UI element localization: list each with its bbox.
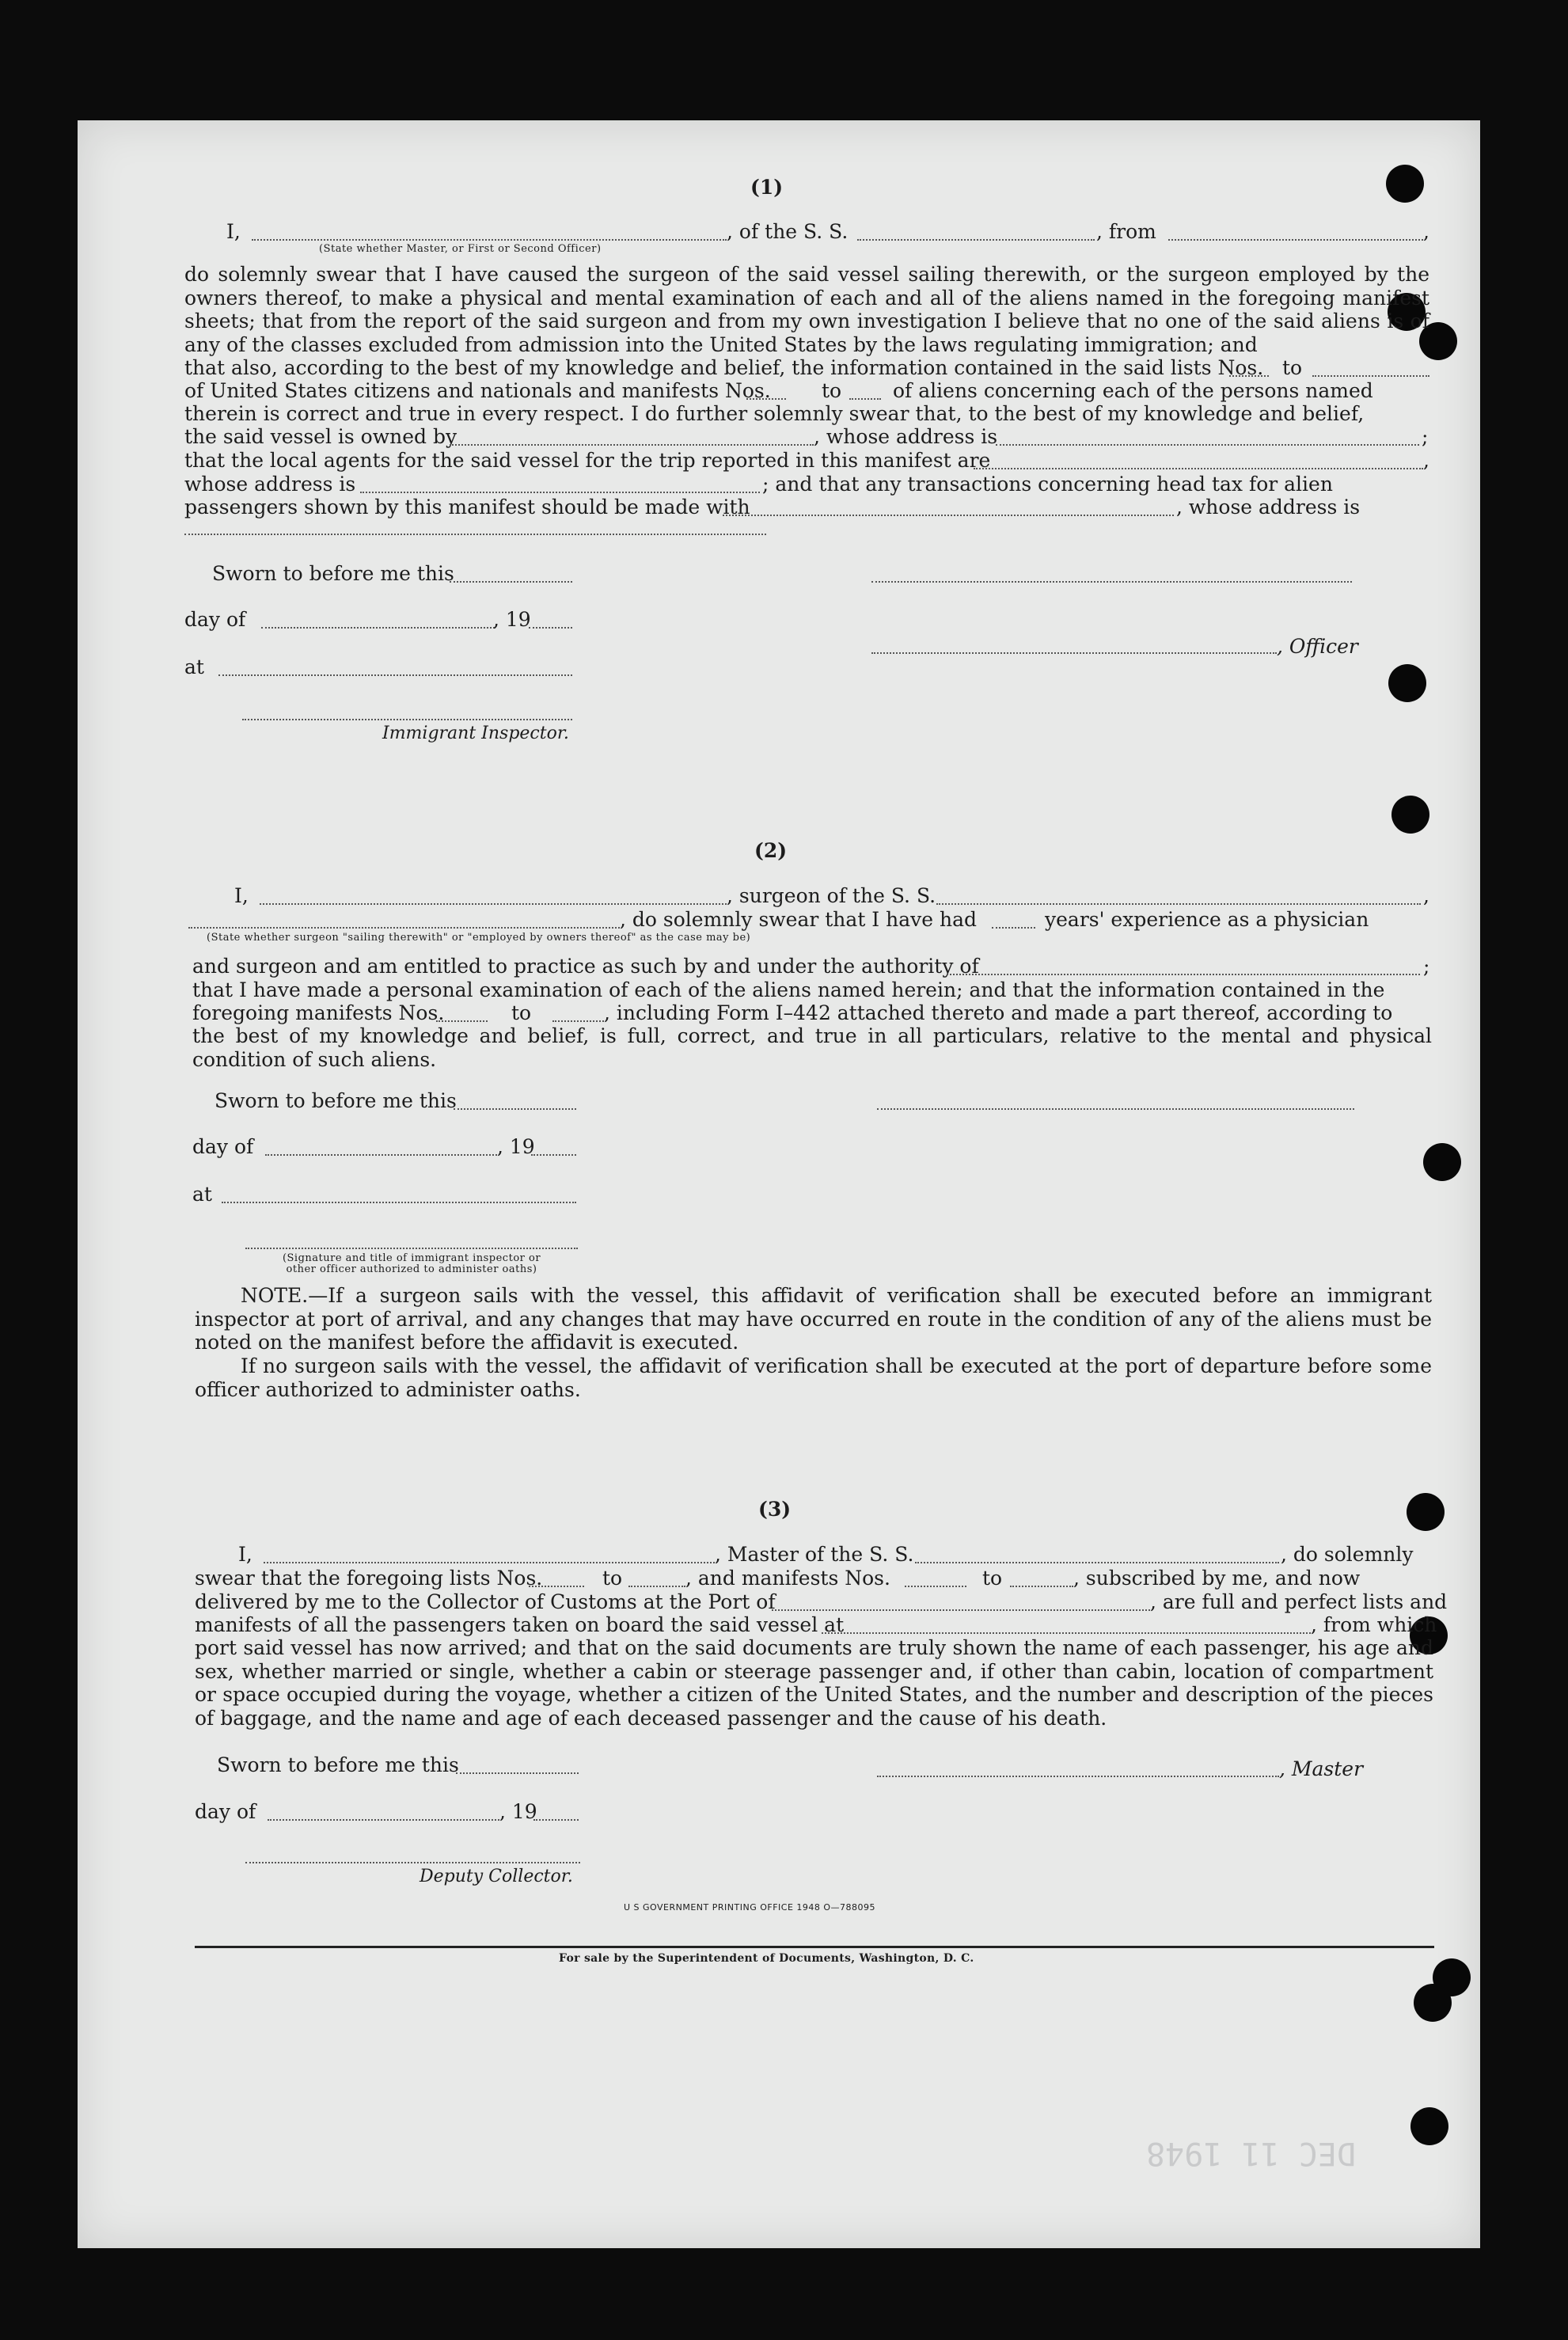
s1-to-1: to <box>1282 356 1303 379</box>
s2-manifests-from-line <box>436 1020 488 1022</box>
s2-including: , including Form I–442 attached thereto and made a part thereof, according to <box>604 1001 1393 1024</box>
s2-ss-line <box>936 903 1421 905</box>
s3-to-2: to <box>982 1567 1003 1590</box>
s2-surgeon-of: , surgeon of the S. S. <box>727 884 936 907</box>
s2-sworn-line <box>454 1108 576 1110</box>
s3-collector-caption: Deputy Collector. <box>420 1867 573 1886</box>
s3-from-which: , from which <box>1311 1613 1437 1636</box>
s1-local-agents: that the local agents for the said vessel for the trip reported in this manifest are <box>184 449 991 472</box>
bleed-through-stamp: DEC 11 1948 <box>1146 2135 1356 2171</box>
s3-sworn: Sworn to before me this <box>217 1753 459 1776</box>
s2-surgeon-signature-line <box>877 1108 1354 1110</box>
s1-owned-by: the said vessel is owned by <box>184 425 457 448</box>
s1-owner-address-line <box>996 444 1419 446</box>
s1-semicolon: ; <box>1422 425 1429 448</box>
s2-year-line <box>531 1154 576 1156</box>
s3-collector-line <box>245 1862 580 1863</box>
s3-to-1: to <box>602 1567 623 1590</box>
s1-body-a: do solemnly swear that I have caused the surgeon of the said vessel sailing therewith, or the surgeon employed by the owners thereof, to make a physical and mental examination of each and all of the aliens named in the foregoing manifest sheets; that from the report of the said surgeon and from my own investigation I believe that no one of the said aliens is of any of the classes excluded from admission into the United States by the laws regulating immigration; and <box>184 263 1429 356</box>
s2-authority: and surgeon and am entitled to practice as such by and under the authority of <box>192 955 979 978</box>
s3-day-of: day of <box>195 1800 256 1823</box>
s1-head-tax-address-line <box>184 534 766 535</box>
s1-of-ss: , of the S. S. <box>727 220 849 243</box>
s3-and-manifests: , and manifests Nos. <box>685 1567 890 1590</box>
s1-officer-line <box>252 239 727 241</box>
s1-lists-to-line <box>1312 375 1429 377</box>
s2-surgeon-hint: (State whether surgeon "sailing therewith" or "employed by owners thereof" as the case may be) <box>207 932 751 944</box>
printing-office-imprint: U S GOVERNMENT PRINTING OFFICE 1948 O—788095 <box>624 1902 876 1913</box>
s3-year-line <box>533 1819 579 1821</box>
s1-officer-signature-line <box>871 581 1352 583</box>
punch-hole <box>1391 796 1429 834</box>
s3-swear-lists: swear that the foregoing lists Nos. <box>195 1567 543 1590</box>
s1-manifests-from-line <box>746 398 786 400</box>
s2-semicolon: ; <box>1423 955 1430 978</box>
s2-body-b: the best of my knowledge and belief, is full, correct, and true in all particulars, relative to the mental and physical condition of such aliens. <box>192 1024 1432 1071</box>
s1-nineteen: , 19 <box>493 608 531 631</box>
section-3-number: (3) <box>758 1498 792 1521</box>
s2-years-line <box>992 927 1035 929</box>
s1-head-tax-line <box>723 515 1174 516</box>
s3-port-line <box>772 1609 1150 1611</box>
s1-i: I, <box>226 220 241 243</box>
s2-sig-hint-1: (Signature and title of immigrant inspector or <box>282 1252 541 1264</box>
s2-note-1: NOTE.—If a surgeon sails with the vessel, this affidavit of verification shall be executed before an immigrant inspector at port of arrival, and any changes that may have occurred en route in the condition of any of the aliens must be noted on the manifest before the affidavit is executed. <box>195 1284 1432 1354</box>
s1-to-2: to <box>822 379 842 402</box>
punch-hole <box>1423 1143 1461 1181</box>
s1-officer-caption: , Officer <box>1277 635 1358 658</box>
s2-nineteen: , 19 <box>497 1135 535 1158</box>
s1-passengers: passengers shown by this manifest should be made with <box>184 496 750 519</box>
s1-at: at <box>184 655 204 678</box>
s1-comma-2: , <box>1423 449 1429 472</box>
s1-day-line <box>261 627 495 629</box>
s1-officer-hint: (State whether Master, or First or Second Officer) <box>319 243 602 255</box>
s1-body-d: therein is correct and true in every respect. I do further solemnly swear that, to the best of my knowledge and belief, <box>184 402 1365 425</box>
manifest-affidavit-sheet <box>78 120 1480 2248</box>
section-2-number: (2) <box>754 839 788 862</box>
s3-delivered: delivered by me to the Collector of Customs at the Port of <box>195 1590 776 1613</box>
s2-day-line <box>265 1154 497 1156</box>
s1-lists-from-line <box>1229 375 1269 377</box>
s3-ss-line <box>915 1562 1279 1563</box>
s3-master-signature-line <box>877 1776 1279 1777</box>
s3-master-caption: , Master <box>1279 1757 1364 1780</box>
punch-hole <box>1414 1984 1452 2022</box>
s2-i: I, <box>234 884 249 907</box>
s2-manifests-to-line <box>552 1020 604 1022</box>
s1-whose-address-2: whose address is <box>184 473 356 496</box>
s1-officer-name-line <box>871 652 1277 654</box>
s1-body-c1: of United States citizens and nationals and manifests Nos. <box>184 379 771 402</box>
s1-sworn-line <box>450 581 572 583</box>
s2-inspector-line <box>245 1248 578 1249</box>
s3-subscribed: , subscribed by me, and now <box>1073 1567 1361 1590</box>
s3-nineteen: , 19 <box>499 1800 537 1823</box>
s1-at-line <box>218 674 572 676</box>
s1-manifests-to-line <box>849 398 881 400</box>
s2-comma: , <box>1423 884 1429 907</box>
s3-vessel-at-line <box>822 1632 1311 1634</box>
sale-notice: For sale by the Superintendent of Documents, Washington, D. C. <box>559 1952 974 1965</box>
s3-manifests-all: manifests of all the passengers taken on board the said vessel at <box>195 1613 845 1636</box>
s2-note-2: If no surgeon sails with the vessel, the affidavit of verification shall be executed at the port of departure before some officer authorized to administer oaths. <box>195 1354 1432 1401</box>
s3-i: I, <box>238 1543 252 1566</box>
s3-master-name-line <box>264 1562 715 1563</box>
s1-inspector-line <box>242 719 572 720</box>
punch-hole <box>1388 664 1426 702</box>
s2-body-a: that I have made a personal examination of each of the aliens named herein; and that the information contained in the <box>192 978 1385 1001</box>
s1-inspector-caption: Immigrant Inspector. <box>382 724 569 743</box>
punch-hole <box>1410 2107 1448 2145</box>
s3-body: port said vessel has now arrived; and that on the said documents are truly shown the name of each passenger, his age and sex, whether married or single, whether a cabin or steerage passenger and, if other than cabin, location of compartment or space occupied during the voyage, whether a citizen of the United States, and the number and description of the pieces of baggage, and the name and age of each deceased passenger and the cause of his death. <box>195 1636 1433 1730</box>
punch-hole <box>1386 165 1424 203</box>
s3-manifests-from-line <box>905 1586 966 1587</box>
s2-at-line <box>222 1202 576 1203</box>
s3-lists-from-line <box>529 1586 584 1587</box>
section-1-number: (1) <box>750 176 784 199</box>
s2-years: years' experience as a physician <box>1045 908 1369 931</box>
s1-from: , from <box>1096 220 1156 243</box>
s2-day-of: day of <box>192 1135 254 1158</box>
s1-whose-address-3: , whose address is <box>1176 496 1361 519</box>
s1-ss-line <box>857 239 1095 241</box>
s2-surgeon-name-line <box>260 903 727 905</box>
s2-surgeon-type-line <box>188 927 620 929</box>
s2-at: at <box>192 1183 212 1206</box>
s3-do-solemnly: , do solemnly <box>1281 1543 1414 1566</box>
s1-year-line <box>529 627 572 629</box>
s3-lists-to-line <box>628 1586 685 1587</box>
s3-full-lists: , are full and perfect lists and <box>1150 1590 1448 1613</box>
s1-comma: , <box>1423 220 1429 243</box>
s2-authority-line <box>947 974 1420 975</box>
s1-whose-address: , whose address is <box>814 425 998 448</box>
s1-body-c2: of aliens concerning each of the persons named <box>893 379 1373 402</box>
s2-sig-hint-2: other officer authorized to administer oaths) <box>286 1263 537 1275</box>
s2-do-swear: , do solemnly swear that I have had <box>620 908 978 931</box>
s3-day-line <box>268 1819 499 1821</box>
s1-agents-line <box>974 468 1423 469</box>
s1-sworn: Sworn to before me this <box>212 562 454 585</box>
s1-owner-line <box>450 444 814 446</box>
footer-rule <box>195 1946 1434 1948</box>
s1-day-of: day of <box>184 608 246 631</box>
punch-hole <box>1407 1493 1445 1531</box>
s1-body-b1: that also, according to the best of my knowledge and belief, the information contained in the said lists Nos. <box>184 356 1264 379</box>
s2-sworn: Sworn to before me this <box>215 1089 457 1112</box>
s3-manifests-to-line <box>1010 1586 1073 1587</box>
s3-master-of: , Master of the S. S. <box>715 1543 914 1566</box>
s1-agents-address-line <box>360 492 760 493</box>
s2-manifests-nos: foregoing manifests Nos. <box>192 1001 445 1024</box>
s2-to: to <box>511 1001 532 1024</box>
s3-sworn-line <box>456 1772 579 1774</box>
s1-head-tax: ; and that any transactions concerning head tax for alien <box>762 473 1333 496</box>
s1-from-line <box>1168 239 1423 241</box>
